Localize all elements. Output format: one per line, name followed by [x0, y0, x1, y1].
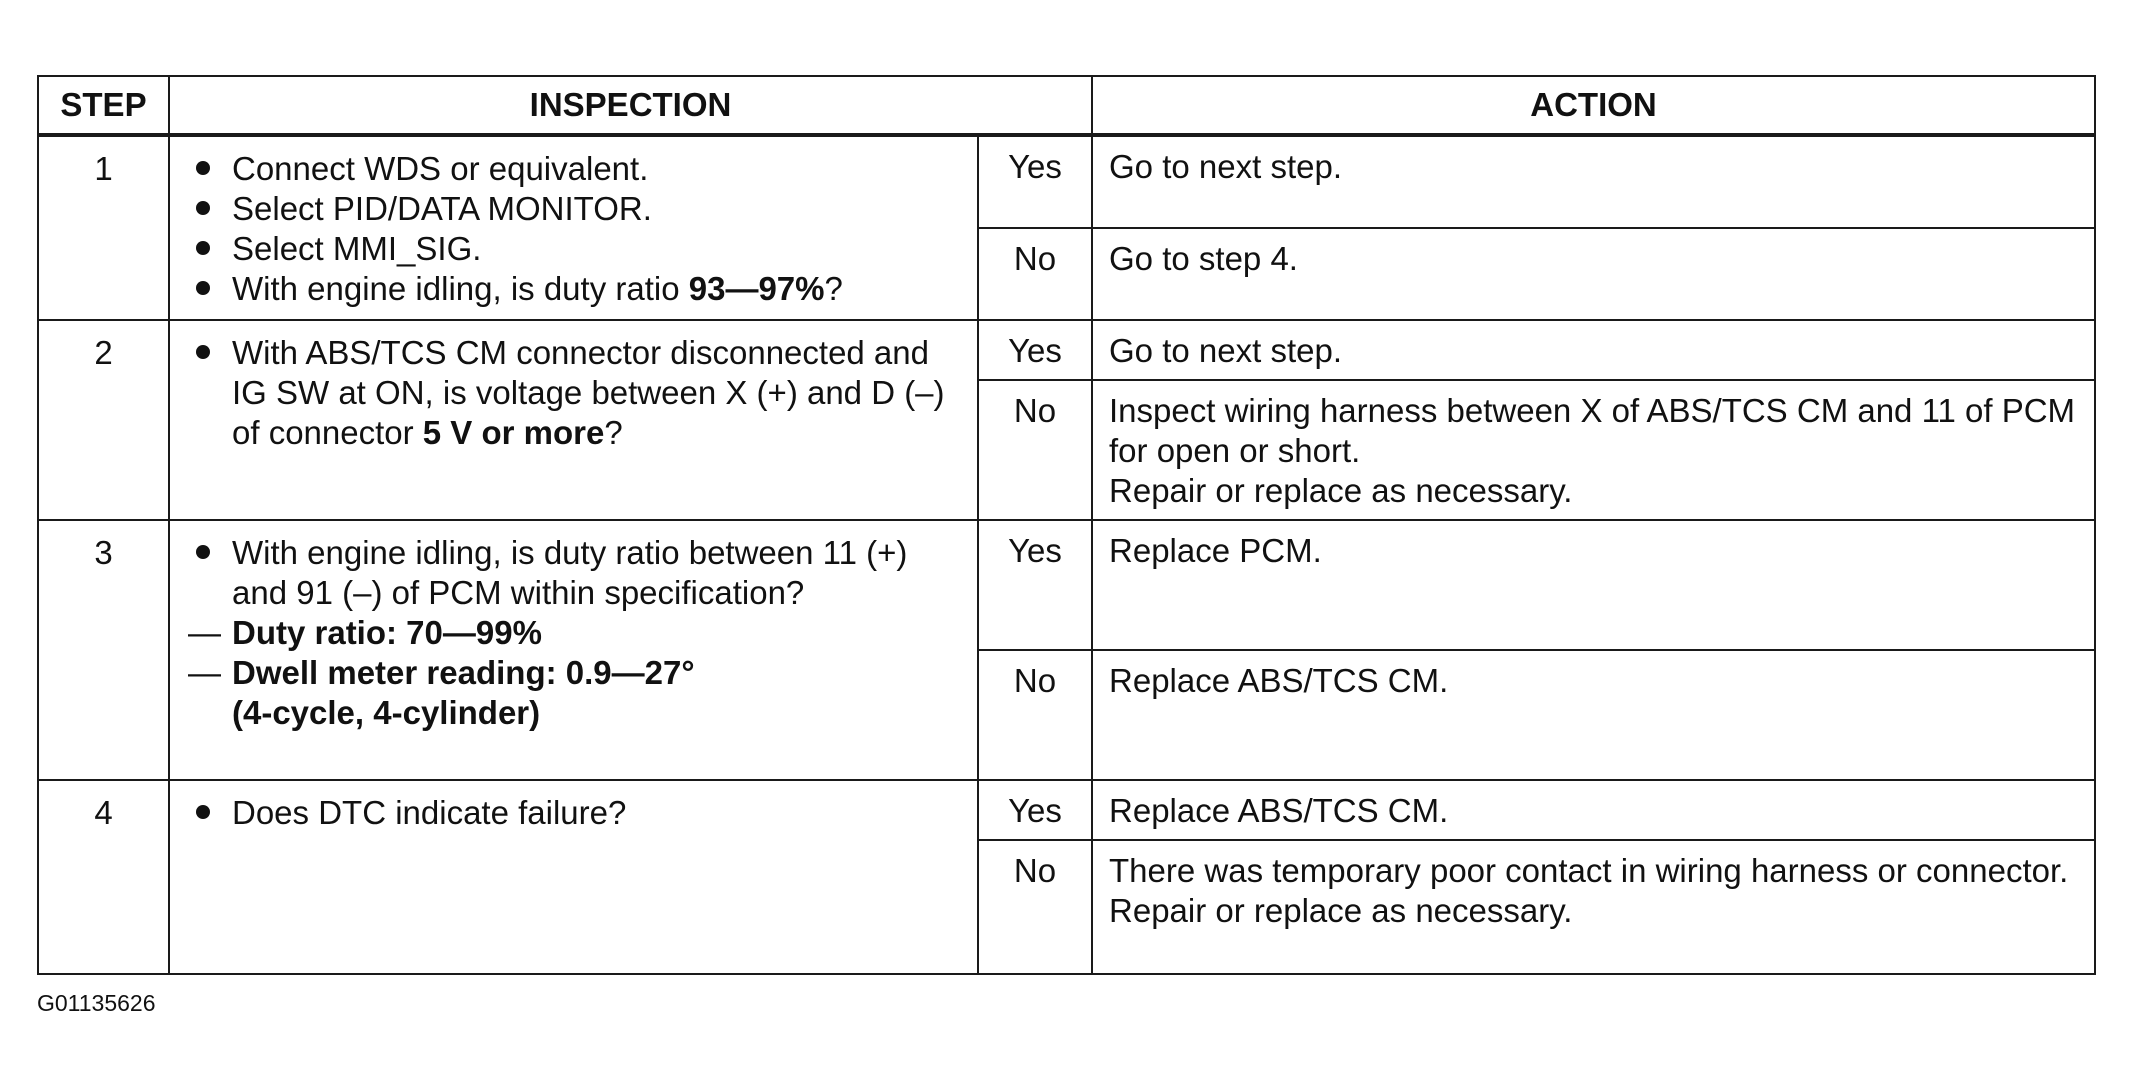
step-number: 1 [38, 135, 169, 320]
action-cell [1092, 228, 2095, 321]
action-text: Repair or replace as necessary. [1109, 472, 1573, 509]
answer-no: No [978, 380, 1092, 520]
bullet-item: With engine idling, is duty ratio between 11 (+) and 91 (–) of PCM within specification? [188, 533, 959, 613]
spec-list [188, 613, 959, 733]
inspection-cell [169, 520, 978, 780]
action-text: Replace PCM. [1109, 532, 1322, 569]
table-row [38, 135, 2095, 228]
action-text: There was temporary poor contact in wiring harness or connector. [1109, 852, 2069, 889]
action-cell [1092, 840, 2095, 974]
answer-yes: Yes [978, 320, 1092, 380]
dash-glyph: — [188, 614, 221, 651]
inspection-bullets [188, 793, 959, 833]
table-row [38, 520, 2095, 650]
bullet-item: Select MMI_SIG. [188, 229, 959, 269]
action-cell [1092, 520, 2095, 650]
action-text: Replace ABS/TCS CM. [1109, 662, 1449, 699]
dash-glyph: — [188, 654, 221, 691]
table-header-row [38, 76, 2095, 135]
bullet-item [188, 333, 959, 453]
action-cell [1092, 780, 2095, 840]
table-row [38, 780, 2095, 840]
action-text: Replace ABS/TCS CM. [1109, 792, 1449, 829]
spec-item [188, 613, 959, 653]
answer-no: No [978, 228, 1092, 321]
action-cell [1092, 380, 2095, 520]
answer-yes: Yes [978, 135, 1092, 228]
action-cell [1092, 320, 2095, 380]
step-number: 4 [38, 780, 169, 974]
question-mark: ? [824, 270, 843, 307]
question-text: With engine idling, is duty ratio [232, 270, 689, 307]
action-text: Go to next step. [1109, 332, 1342, 369]
inspection-bullets [188, 149, 959, 309]
spec-text: Duty ratio: 70—99% [232, 614, 542, 651]
inspection-bullets [188, 333, 959, 453]
answer-no: No [978, 650, 1092, 780]
action-text: Go to step 4. [1109, 239, 1298, 277]
inspection-cell [169, 320, 978, 520]
table-row [38, 320, 2095, 380]
spec-value: 5 V or more [422, 414, 605, 451]
header-action: ACTION [1092, 76, 2095, 135]
spec-text: Dwell meter reading: 0.9—27° [232, 654, 695, 691]
diagnostic-table [37, 75, 2096, 975]
bullet-item: Select PID/DATA MONITOR. [188, 189, 959, 229]
inspection-bullets [188, 533, 959, 613]
header-step: STEP [38, 76, 169, 135]
step-number: 2 [38, 320, 169, 520]
question-text: With ABS/TCS CM connector disconnected and IG SW at ON, is voltage between X (+) and D (–) of connector [232, 334, 945, 451]
answer-yes: Yes [978, 780, 1092, 840]
answer-yes: Yes [978, 520, 1092, 650]
spec-subtext: (4-cycle, 4-cylinder) [232, 694, 541, 731]
bullet-item [188, 269, 959, 309]
figure-id: G01135626 [37, 990, 156, 1016]
inspection-cell [169, 135, 978, 320]
action-text: Repair or replace as necessary. [1109, 892, 1573, 929]
action-cell [1092, 135, 2095, 228]
spec-value: 93—97% [688, 270, 825, 307]
header-inspection: INSPECTION [169, 76, 1092, 135]
action-text: Go to next step. [1109, 148, 1342, 185]
action-text: Inspect wiring harness between X of ABS/TCS CM and 11 of PCM for open or short. [1109, 392, 2076, 469]
question-mark: ? [604, 414, 623, 451]
bullet-item: Does DTC indicate failure? [188, 793, 959, 833]
inspection-cell [169, 780, 978, 974]
spec-item [188, 653, 959, 733]
bullet-item: Connect WDS or equivalent. [188, 149, 959, 189]
step-number: 3 [38, 520, 169, 780]
answer-no: No [978, 840, 1092, 974]
action-cell [1092, 650, 2095, 780]
